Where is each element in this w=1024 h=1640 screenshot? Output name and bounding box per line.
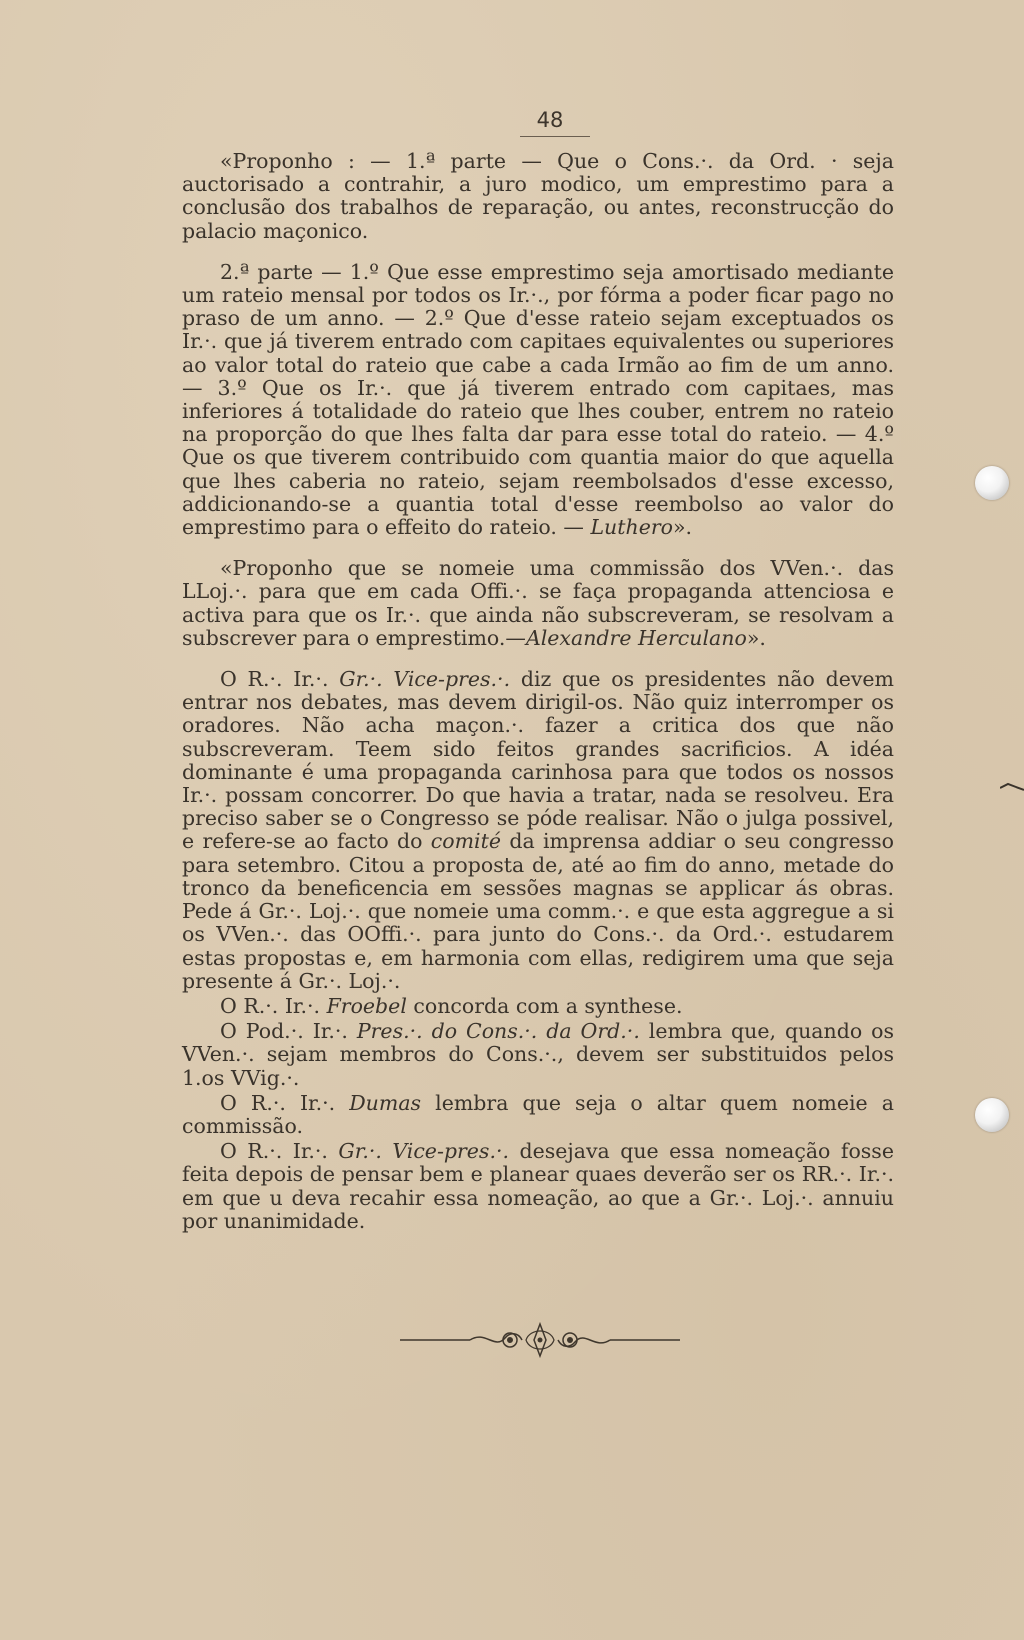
binding-hole-icon bbox=[975, 466, 1009, 500]
paragraph-pres-cons: O Pod.·. Ir.·. Pres.·. do Cons.·. da Ord.·. lembra que, quando os VVen.·. sejam membros do Cons.·., devem ser substituidos pelos 1.os VVig.·. bbox=[182, 1019, 894, 1090]
page-number-rule bbox=[520, 136, 590, 137]
binding-hole-icon bbox=[975, 1098, 1009, 1132]
signature-herculano: Alexandre Herculano bbox=[525, 625, 747, 650]
paragraph-vice-pres: O R.·. Ir.·. Gr.·. Vice-pres.·. diz que os presidentes não devem entrar nos debates, mas devem dirigil-os. Não quiz interromper os oradores. Não acha maçon.·. fazer a critica dos que não subscreveram. Teem sido feitos grandes sacrificios. A idéa dominante é uma propaganda carinhosa para que todos os nossos Ir.·. possam concorrer. Do que havia a tratar, nada se resolveu. Era preciso saber se o Congresso se póde realisar. Não o julga possivel, e refere-se ao facto do comité da imprensa addiar o seu congresso para setembro. Citou a proposta de, até ao fim do anno, metade do tronco da beneficencia em sessões magnas se applicar ás obras. Pede á Gr.·. Loj.·. que nomeie uma comm.·. e que esta aggregue a si os VVen.·. das OOffi.·. para junto do Cons.·. da Ord.·. estudarem estas propostas e, em harmonia com ellas, redigirem uma que seja presente á Gr.·. Loj.·. bbox=[182, 667, 894, 993]
paragraph-proposal-2: 2.ª parte — 1.º Que esse emprestimo seja amortisado mediante um rateio mensal por todos os Ir.·., por fórma a poder ficar pago no praso de um anno. — 2.º Que d'esse rateio sejam exceptuados os Ir.·. que já tiverem entrado com capitaes equivalentes ou superiores ao valor total do rateio que cabe a cada Irmão ao fim de um anno. — 3.º Que os Ir.·. que já tiverem entrado com capitaes, mas inferiores á totalidade do rateio que lhes couber, entrem no rateio na proporção do que lhes falta dar para esse total do rateio. — 4.º Que os que tiverem contribuido com quantia maior do que aquella que lhes caberia no rateio, sejam reembolsados d'esse excesso, addicionando-se a quantia total d'esse reembolso ao valor do emprestimo para o effeito do rateio. — Luthero». bbox=[182, 259, 894, 540]
paragraph-proposal-3: «Proponho que se nomeie uma commissão dos VVen.·. das LLoj.·. para que em cada Offi.·. se faça propaganda attenciosa e activa para que os Ir.·. que ainda não subscreveram, se resolvam a subscrever para o emprestimo.—Alexandre Herculano». bbox=[182, 556, 894, 650]
paragraph-final: O R.·. Ir.·. Gr.·. Vice-pres.·. desejava que essa nomeação fosse feita depois de pensar bem e planear quaes deverão ser os RR.·. Ir.·. em que u deva recahir essa nomeação, ao que a Gr.·. Loj.·. annuiu por unanimidade. bbox=[182, 1139, 894, 1233]
paragraph-dumas: O R.·. Ir.·. Dumas lembra que seja o altar quem nomeie a commissão. bbox=[182, 1090, 894, 1138]
body-text bbox=[182, 150, 894, 1233]
margin-mark-icon bbox=[1000, 782, 1024, 792]
page-number: 48 bbox=[536, 108, 564, 132]
signature-luthero: Luthero bbox=[590, 515, 673, 540]
ornament-divider-icon bbox=[400, 1320, 680, 1360]
paragraph-froebel: O R.·. Ir.·. Froebel concorda com a synthese. bbox=[220, 993, 683, 1018]
paragraph-proposal-1: «Proponho : — 1.ª parte — Que o Cons.·. da Ord. · seja auctorisado a contrahir, a juro modico, um emprestimo para a conclusão dos trabalhos de reparação, ou antes, reconstrucção do palacio maçonico. bbox=[182, 149, 894, 243]
